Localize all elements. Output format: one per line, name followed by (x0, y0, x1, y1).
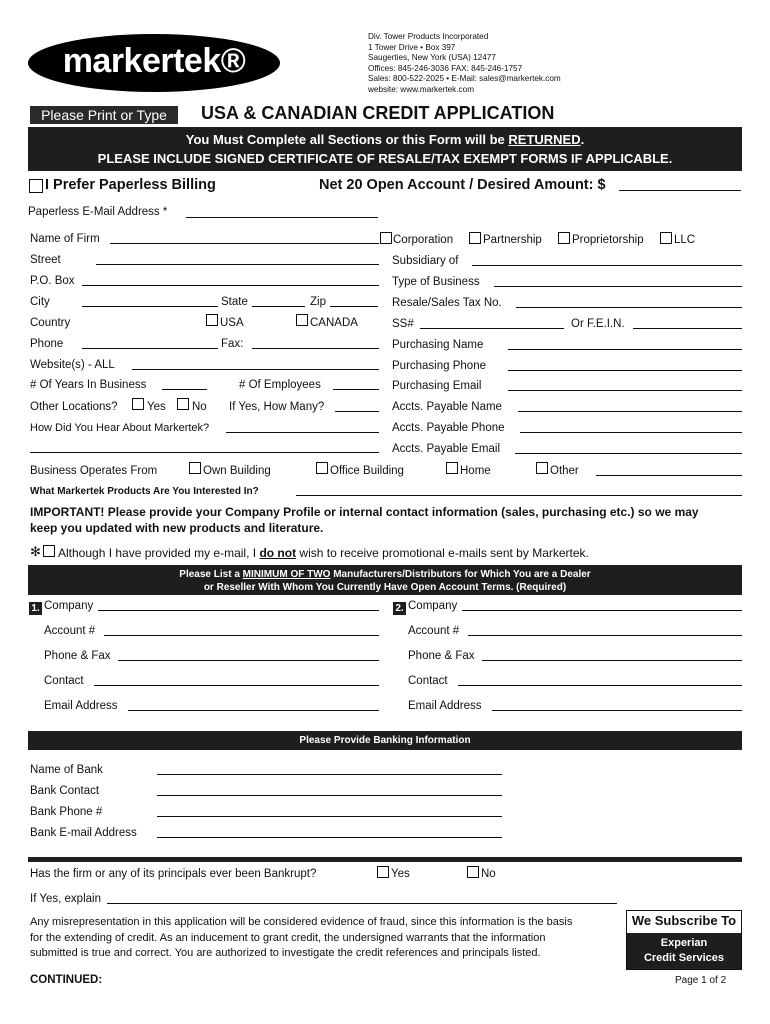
warning-text-2: PLEASE INCLUDE SIGNED CERTIFICATE OF RESALE/TAX EXEMPT FORMS IF APPLICABLE. (97, 151, 673, 166)
other-locations-no-checkbox[interactable] (177, 398, 189, 410)
firm-field[interactable] (110, 243, 379, 244)
asterisk-icon: ✻ (30, 544, 41, 559)
purchasing-email-label: Purchasing Email (392, 380, 482, 392)
dealer-2-company-label: Company (408, 600, 458, 612)
purchasing-name-label: Purchasing Name (392, 339, 484, 351)
dealer-1-email-label: Email Address (44, 700, 118, 712)
dealer-2-account-label: Account # (408, 625, 460, 637)
ap-email-label: Accts. Payable Email (392, 443, 501, 455)
pobox-label: P.O. Box (30, 275, 75, 287)
purchasing-phone-label: Purchasing Phone (392, 360, 486, 372)
dealer-2-phonefax-label: Phone & Fax (408, 650, 475, 662)
explain-label: If Yes, explain (30, 893, 101, 905)
street-label: Street (30, 254, 61, 266)
subsidiary-label: Subsidiary of (392, 255, 459, 267)
other-locations-yes-checkbox[interactable] (132, 398, 144, 410)
ss-field[interactable] (420, 328, 564, 329)
bankrupt-no-checkbox[interactable] (467, 866, 479, 878)
subscribe-box (626, 910, 742, 970)
logo-text: markertek® (62, 42, 246, 80)
city-field[interactable] (82, 306, 218, 307)
warning-text: You Must Complete all Sections or this Form will be (185, 132, 509, 147)
dealer-1-account-field[interactable] (104, 635, 379, 636)
dealer-2-number: 2. (393, 602, 406, 615)
dealer-1-company-field[interactable] (98, 610, 379, 611)
company-info-line: 1 Tower Drive • Box 397 (368, 42, 456, 52)
other-locations-no-label: No (192, 401, 207, 413)
fax-label: Fax: (221, 338, 244, 350)
country-label: Country (30, 317, 71, 329)
proprietorship-label: Proprietorship (572, 234, 644, 246)
city-label: City (30, 296, 50, 308)
how-many-field[interactable] (335, 411, 379, 412)
dealer-2-contact-label: Contact (408, 675, 448, 687)
bank-name-label: Name of Bank (30, 764, 103, 776)
dealer-1-email-field[interactable] (128, 710, 379, 711)
pobox-field[interactable] (82, 285, 379, 286)
llc-label: LLC (674, 234, 696, 246)
other-field[interactable] (596, 475, 742, 476)
other-locations-yes-label: Yes (147, 401, 166, 413)
website-field[interactable] (132, 369, 379, 370)
dealer-2-contact-field[interactable] (458, 685, 742, 686)
hear-label: How Did You Hear About Markertek? (30, 422, 210, 434)
resale-label: Resale/Sales Tax No. (392, 297, 502, 309)
markertek-logo (28, 34, 280, 92)
dealer-2-company-field[interactable] (462, 610, 742, 611)
paperless-email-field[interactable] (186, 217, 378, 218)
bankrupt-question: Has the firm or any of its principals ever been Bankrupt? (30, 868, 317, 880)
bank-phone-label: Bank Phone # (30, 806, 103, 818)
office-building-checkbox[interactable] (316, 462, 328, 474)
employees-field[interactable] (333, 389, 379, 390)
dealer-2-phonefax-field[interactable] (482, 660, 742, 661)
own-building-checkbox[interactable] (189, 462, 201, 474)
interest-field[interactable] (296, 495, 742, 496)
corporation-checkbox[interactable] (380, 232, 392, 244)
subscribe-body (627, 933, 741, 969)
dealer-1-company-label: Company (44, 600, 94, 612)
hear-field-2[interactable] (30, 452, 379, 453)
explain-field[interactable] (107, 903, 617, 904)
paperless-email-label: Paperless E-Mail Address * (28, 206, 168, 218)
other-locations-label: Other Locations? (30, 401, 118, 413)
section-divider (28, 857, 742, 862)
home-label: Home (460, 465, 491, 477)
resale-field[interactable] (516, 307, 742, 308)
fax-field[interactable] (252, 348, 379, 349)
ap-name-label: Accts. Payable Name (392, 401, 502, 413)
bankrupt-yes-checkbox[interactable] (377, 866, 389, 878)
zip-field[interactable] (330, 306, 378, 307)
ss-label: SS# (392, 318, 414, 330)
ap-email-field[interactable] (515, 453, 742, 454)
subscribe-line-2: Credit Services (643, 952, 725, 964)
ap-phone-label: Accts. Payable Phone (392, 422, 505, 434)
page-title: USA & CANADIAN CREDIT APPLICATION (201, 103, 555, 123)
bank-email-label: Bank E-mail Address (30, 827, 137, 839)
dealer-2-email-label: Email Address (408, 700, 482, 712)
print-type-badge: Please Print or Type (30, 106, 178, 124)
corporation-label: Corporation (393, 234, 454, 246)
bankrupt-no-label: No (481, 868, 496, 880)
subscribe-line-1: Experian (660, 937, 708, 949)
type-label: Type of Business (392, 276, 480, 288)
purchasing-phone-field[interactable] (508, 370, 742, 371)
ap-name-field[interactable] (518, 411, 742, 412)
company-info-line: Div. Tower Products Incorporated (368, 32, 489, 41)
company-info-line: Sales: 800-522-2025 • E-Mail: sales@markertek.com (368, 74, 561, 84)
bank-phone-field[interactable] (157, 816, 502, 817)
street-field[interactable] (96, 264, 379, 265)
office-building-label: Office Building (330, 465, 404, 477)
bankrupt-yes-label: Yes (391, 868, 410, 880)
optout-text: Although I have provided my e-mail, I do not wish to receive promotional e-mails sent by Markertek. (58, 546, 589, 560)
fein-field[interactable] (633, 328, 742, 329)
disclaimer-line: Any misrepresentation in this application will be considered evidence of fraud, since this information is the basis (30, 916, 573, 928)
important-line-2: keep you updated with new products and literature. (30, 521, 324, 535)
dealer-1-phonefax-field[interactable] (118, 660, 379, 661)
banking-banner: Please Provide Banking Information (28, 731, 742, 750)
purchasing-email-field[interactable] (508, 390, 742, 391)
website-label: Website(s) - ALL (30, 359, 115, 371)
home-checkbox[interactable] (446, 462, 458, 474)
dealer-1-phonefax-label: Phone & Fax (44, 650, 111, 662)
company-info-line: website: www.markertek.com (368, 84, 475, 94)
phone-label: Phone (30, 338, 64, 350)
purchasing-name-field[interactable] (508, 349, 742, 350)
warning-period: . (580, 132, 585, 147)
disclaimer (30, 915, 572, 962)
years-label: # Of Years In Business (30, 379, 147, 391)
dealer-banner: Please List a MINIMUM OF TWO Manufacturers/Distributors for Which You are a Dealer or Reseller With Whom You Currently Have Open Account Terms. (Required) (28, 565, 742, 595)
other-checkbox[interactable] (536, 462, 548, 474)
disclaimer-line: submitted is true and correct. You are authorized to investigate the credit references and principals listed. (30, 947, 541, 959)
dealer-1-contact-label: Contact (44, 675, 84, 687)
important-line-1: IMPORTANT! Please provide your Company Profile or internal contact information (sales, purchasing etc.) so we may (30, 505, 699, 519)
dealer-1-account-label: Account # (44, 625, 96, 637)
canada-label: CANADA (310, 317, 358, 329)
zip-label: Zip (310, 296, 326, 308)
state-label: State (221, 296, 248, 308)
warning-returned: RETURNED (508, 132, 581, 147)
company-info-line: Saugerties, New York (USA) 12477 (368, 53, 496, 63)
usa-label: USA (220, 317, 244, 329)
dealer-1-contact-field[interactable] (94, 685, 379, 686)
bank-email-field[interactable] (157, 837, 502, 838)
dealer-1-number: 1. (29, 602, 42, 615)
canada-checkbox[interactable] (296, 314, 308, 326)
company-info (368, 32, 561, 96)
ap-phone-field[interactable] (520, 432, 742, 433)
phone-field[interactable] (82, 348, 218, 349)
operates-label: Business Operates From (30, 465, 158, 477)
years-field[interactable] (162, 389, 207, 390)
hear-field[interactable] (226, 432, 379, 433)
other-label: Other (550, 465, 579, 477)
disclaimer-line: for the extending of credit. As an inducement to grant credit, the undersigned warrants that the information (30, 931, 546, 944)
page-number: Page 1 of 2 (675, 975, 727, 986)
state-field[interactable] (252, 306, 305, 307)
fein-label: Or F.E.I.N. (571, 318, 625, 330)
how-many-label: If Yes, How Many? (229, 401, 325, 413)
bank-contact-field[interactable] (157, 795, 502, 796)
dealer-2-email-field[interactable] (492, 710, 742, 711)
usa-checkbox[interactable] (206, 314, 218, 326)
type-field[interactable] (494, 286, 742, 287)
interest-label: What Markertek Products Are You Interested In? (30, 486, 259, 497)
subscribe-title: We Subscribe To (631, 913, 737, 928)
net20-label: Net 20 Open Account / Desired Amount: $ (319, 177, 606, 193)
bank-name-field[interactable] (157, 774, 502, 775)
paperless-checkbox[interactable] (29, 179, 43, 193)
warning-banner (28, 127, 742, 171)
llc-checkbox[interactable] (660, 232, 672, 244)
paperless-label: I Prefer Paperless Billing (45, 177, 216, 193)
own-building-label: Own Building (203, 465, 271, 477)
bank-contact-label: Bank Contact (30, 785, 100, 797)
subsidiary-field[interactable] (472, 265, 742, 266)
optout-checkbox[interactable] (43, 545, 55, 557)
partnership-checkbox[interactable] (469, 232, 481, 244)
company-info-line: Offices: 845-246-3036 FAX: 845-246-1757 (368, 63, 523, 73)
dealer-2-account-field[interactable] (468, 635, 742, 636)
firm-label: Name of Firm (30, 233, 100, 245)
desired-amount-field[interactable] (619, 190, 741, 191)
continued-label: CONTINUED: (30, 974, 103, 986)
employees-label: # Of Employees (239, 379, 321, 391)
proprietorship-checkbox[interactable] (558, 232, 570, 244)
partnership-label: Partnership (483, 234, 542, 246)
